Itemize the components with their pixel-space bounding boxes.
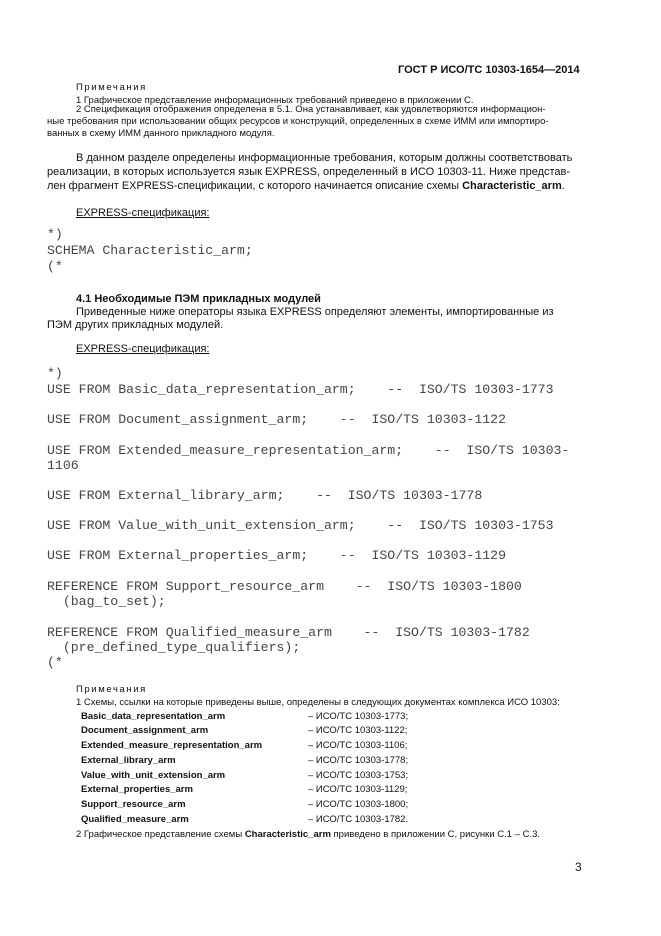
code-line: REFERENCE FROM Support_resource_arm -- ISO/TS 10303-1800 bbox=[47, 579, 522, 594]
document-id: ГОСТ Р ИСО/ТС 10303-1654—2014 bbox=[398, 64, 580, 76]
schema-ref-name: Basic_data_representation_arm bbox=[81, 711, 226, 722]
schema-ref-doc: – ИСО/ТС 10303-1782. bbox=[308, 814, 409, 825]
note-line: 1 Схемы, ссылки на которые приведены выше, определены в следующих документах комплекса ИСО 10303: bbox=[76, 697, 560, 708]
code-line: USE FROM Value_with_unit_extension_arm; -- ISO/TS 10303-1753 bbox=[47, 518, 554, 533]
code-line: (pre_defined_type_qualifiers); bbox=[47, 640, 301, 655]
code-line: *) bbox=[47, 366, 63, 381]
paragraph-text: лен фрагмент EXPRESS-спецификации, с которого начинается описание схемы bbox=[47, 180, 463, 192]
code-line: SCHEMA Characteristic_arm; bbox=[47, 243, 253, 258]
code-line: REFERENCE FROM Qualified_measure_arm -- ISO/TS 10303-1782 bbox=[47, 625, 530, 640]
note-line bbox=[76, 829, 540, 841]
schema-ref-name: Extended_measure_representation_arm bbox=[81, 740, 263, 751]
notes-title: Примечания bbox=[76, 82, 147, 93]
paragraph-line bbox=[47, 179, 565, 194]
code-line: USE FROM External_library_arm; -- ISO/TS 10303-1778 bbox=[47, 488, 483, 503]
schema-ref-name: Document_assignment_arm bbox=[81, 725, 209, 736]
schema-ref-doc: – ИСО/ТС 10303-1106; bbox=[308, 740, 408, 751]
code-line: (bag_to_set); bbox=[47, 594, 166, 609]
schema-name: Characteristic_arm bbox=[244, 829, 331, 840]
code-line: (* bbox=[47, 655, 63, 670]
schema-ref-doc: – ИСО/ТС 10303-1778; bbox=[308, 755, 409, 766]
schema-ref-doc: – ИСО/ТС 10303-1800; bbox=[308, 799, 409, 810]
page-number: 3 bbox=[575, 860, 582, 874]
code-line: *) bbox=[47, 227, 63, 242]
note-text: 2 Графическое представление схемы bbox=[76, 829, 245, 840]
code-line: USE FROM External_properties_arm; -- ISO/TS 10303-1129 bbox=[47, 548, 506, 563]
schema-ref-name: External_library_arm bbox=[81, 755, 176, 766]
section-heading: 4.1 Необходимые ПЭМ прикладных модулей bbox=[76, 293, 321, 305]
note-line: ванных в схему ИММ данного прикладного модуля. bbox=[47, 128, 275, 139]
schema-ref-doc: – ИСО/ТС 10303-1773; bbox=[308, 711, 409, 722]
schema-ref-doc: – ИСО/ТС 10303-1753; bbox=[308, 770, 409, 781]
code-line: USE FROM Basic_data_representation_arm; -- ISO/TS 10303-1773 bbox=[47, 382, 554, 397]
schema-ref-doc: – ИСО/ТС 10303-1122; bbox=[308, 725, 408, 736]
paragraph-text: . bbox=[561, 180, 565, 192]
code-line: USE FROM Document_assignment_arm; -- ISO/TS 10303-1122 bbox=[47, 412, 506, 427]
notes-title: Примечания bbox=[76, 684, 147, 695]
express-spec-label: EXPRESS-спецификация: bbox=[76, 207, 210, 219]
schema-ref-name: Support_resource_arm bbox=[81, 799, 186, 810]
schema-name: Characteristic_arm bbox=[462, 180, 562, 192]
paragraph-line: реализации, в которых используется язык EXPRESS, определенный в ИСО 10303-11. Ниже представ- bbox=[47, 166, 571, 178]
schema-ref-name: External_properties_arm bbox=[81, 784, 193, 795]
note-line: ные требования при использовании общих ресурсов и конструкций, определенных в схеме ИММ или импортиро- bbox=[47, 116, 549, 127]
code-line: 1106 bbox=[47, 458, 79, 473]
paragraph-line: ПЭМ других прикладных модулей. bbox=[47, 319, 224, 331]
note-line: 2 Спецификация отображения определена в 5.1. Она устанавливает, как удовлетворяются информацион- bbox=[76, 104, 546, 115]
schema-ref-doc: – ИСО/ТС 10303-1129; bbox=[308, 784, 408, 795]
schema-ref-name: Qualified_measure_arm bbox=[81, 814, 189, 825]
note-text: приведено в приложении С, рисунки С.1 – С.3. bbox=[330, 829, 541, 840]
code-line: (* bbox=[47, 259, 63, 274]
paragraph-line: В данном разделе определены информационные требования, которым должны соответствовать bbox=[76, 152, 573, 164]
paragraph-line: Приведенные ниже операторы языка EXPRESS определяют элементы, импортированные из bbox=[76, 306, 554, 318]
schema-ref-name: Value_with_unit_extension_arm bbox=[81, 770, 226, 781]
code-line: USE FROM Extended_measure_representation_arm; -- ISO/TS 10303- bbox=[47, 443, 570, 458]
note-line: 1 Графическое представление информационных требований приведено в приложении С. bbox=[76, 95, 474, 106]
express-spec-label: EXPRESS-спецификация: bbox=[76, 343, 210, 355]
